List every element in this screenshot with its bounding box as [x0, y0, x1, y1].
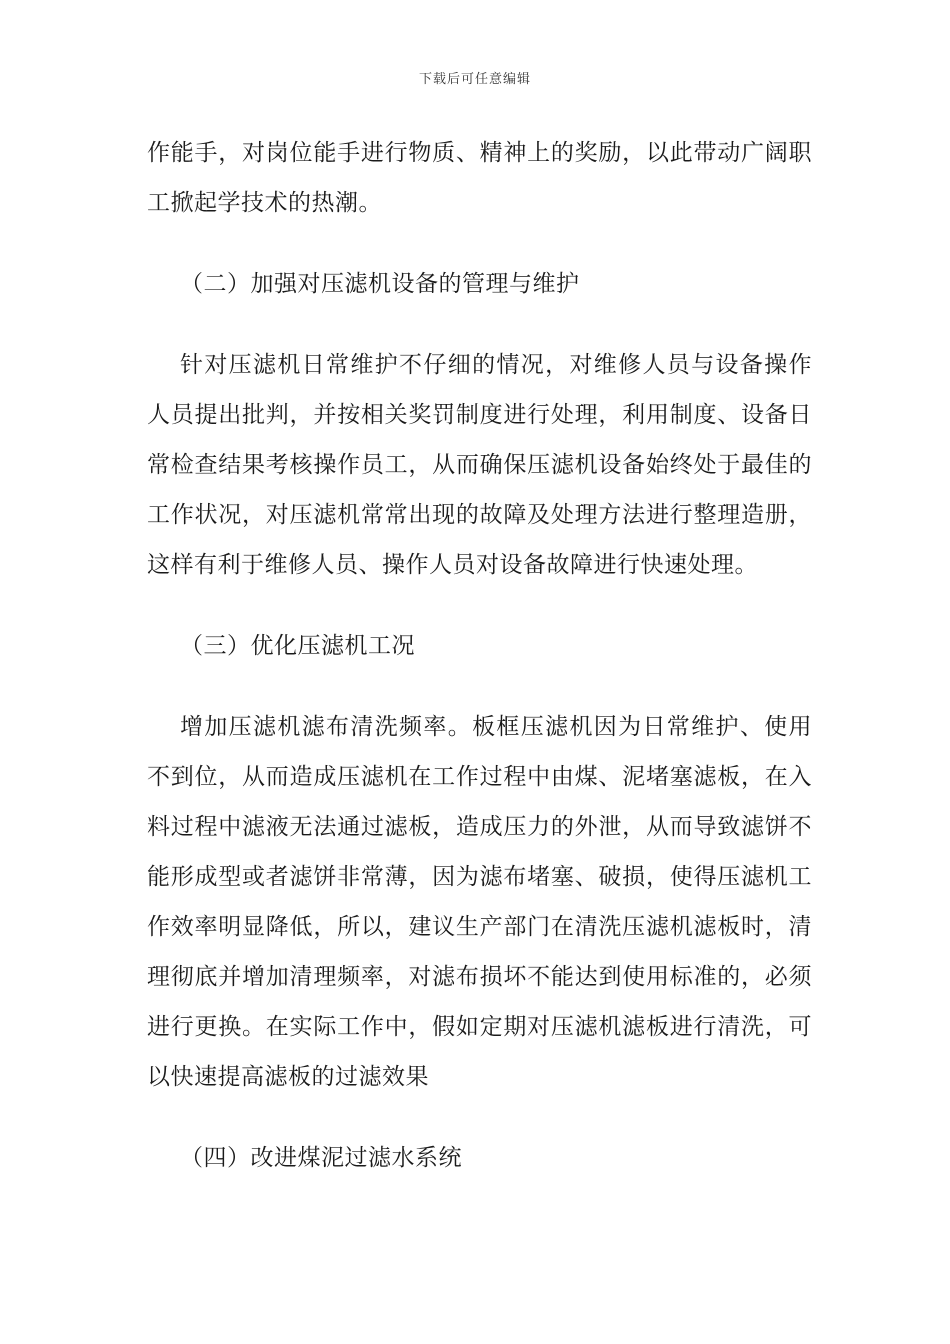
paragraph-working-conditions: 增加压滤机滤布清洗频率。板框压滤机因为日常维护、使用不到位，从而造成压滤机在工作过程中由煤、泥堵塞滤板，在入料过程中滤液无法通过滤板，造成压力的外泄，从而导致滤饼不能形成型或者滤饼非常薄，因为滤布堵塞、破损，使得压滤机工作效率明显降低，所以，建议生产部门在清洗压滤机滤板时，清理彻底并增加清理频率，对滤布损坏不能达到使用标准的，必须进行更换。在实际工作中，假如定期对压滤机滤板进行清洗，可以快速提高滤板的过滤效果	[147, 714, 812, 1090]
page-header: 下载后可任意编辑	[418, 72, 531, 87]
paragraph-maintenance: 针对压滤机日常维护不仔细的情况，对维修人员与设备操作人员提出批判，并按相关奖罚制度进行处理，利用制度、设备日常检查结果考核操作员工，从而确保压滤机设备始终处于最佳的工作状况，对压滤机常常出现的故障及处理方法进行整理造册，这样有利于维修人员、操作人员对设备故障进行快速处理。	[147, 352, 812, 578]
document-body	[147, 128, 812, 1183]
section-heading-3: （三）优化压滤机工况	[180, 633, 415, 659]
spacer	[147, 1102, 812, 1133]
spacer	[147, 309, 812, 340]
paragraph-continuation: 作能手，对岗位能手进行物质、精神上的奖励，以此带动广阔职工掀起学技术的热潮。	[147, 140, 812, 216]
section-heading-2: （二）加强对压滤机设备的管理与维护	[180, 271, 580, 297]
spacer	[147, 590, 812, 621]
section-heading-4: （四）改进煤泥过滤水系统	[180, 1145, 462, 1171]
spacer	[147, 228, 812, 259]
spacer	[147, 671, 812, 702]
